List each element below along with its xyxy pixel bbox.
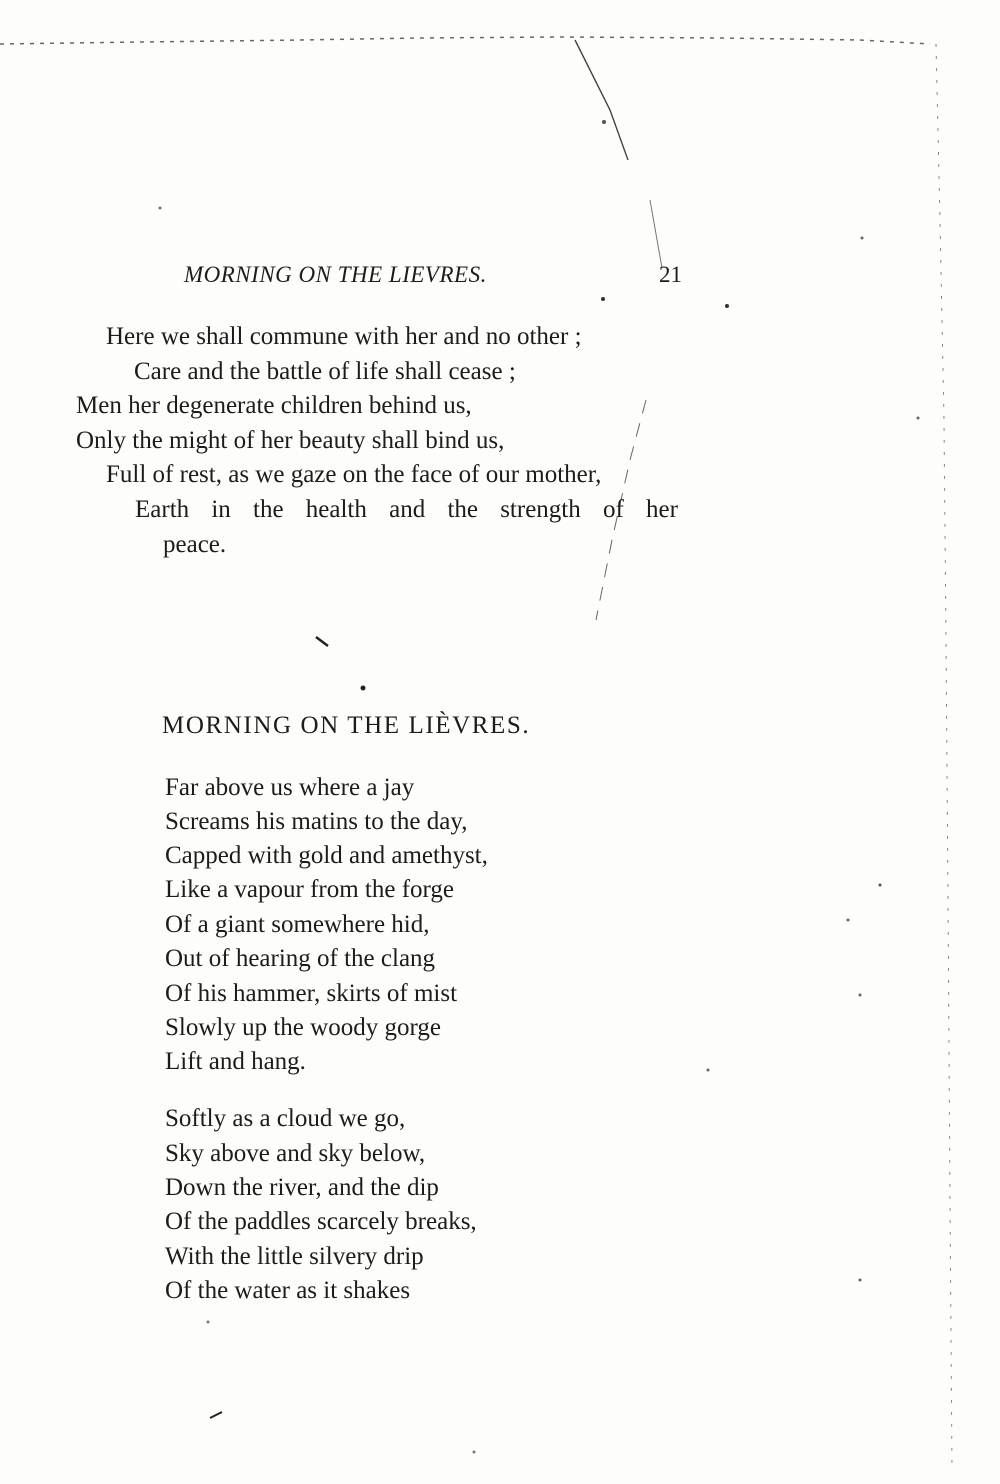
running-title: MORNING ON THE LIEVRES. <box>184 262 487 287</box>
verse-line: Screams his matins to the day, <box>165 808 468 835</box>
verse-line: Down the river, and the dip <box>165 1174 439 1201</box>
verse-line: Of the water as it shakes <box>165 1277 411 1304</box>
verse-line: Of his hammer, skirts of mist <box>165 980 458 1007</box>
verse-line: Out of hearing of the clang <box>165 945 436 972</box>
verse-line: Like a vapour from the forge <box>165 876 455 903</box>
verse-word: strength <box>500 496 581 523</box>
verse-line: Of the paddles scarcely breaks, <box>165 1208 477 1235</box>
verse-word: of <box>602 496 624 523</box>
verse-line: peace. <box>163 531 227 558</box>
verse-word: her <box>646 496 678 523</box>
verse-word: health <box>305 496 367 523</box>
verse-word: Earth <box>135 496 190 523</box>
verse-word: the <box>447 496 478 523</box>
verse-line-justified <box>135 493 678 527</box>
page-number: 21 <box>659 262 682 287</box>
poem-title: MORNING ON THE LIÈVRES. <box>162 712 531 739</box>
verse-word: and <box>389 496 426 523</box>
verse-line: With the little silvery drip <box>165 1243 424 1270</box>
verse-line: Full of rest, as we gaze on the face of our mother, <box>106 461 602 488</box>
verse-line: Here we shall commune with her and no other ; <box>106 323 582 350</box>
verse-line: Sky above and sky below, <box>165 1140 426 1167</box>
verse-line: Only the might of her beauty shall bind us, <box>76 427 505 454</box>
verse-line: Lift and hang. <box>165 1048 306 1075</box>
verse-line: Slowly up the woody gorge <box>165 1014 441 1041</box>
verse-word: the <box>253 496 284 523</box>
verse-word: in <box>211 496 231 523</box>
verse-line: Men her degenerate children behind us, <box>76 392 472 419</box>
verse-line: Of a giant somewhere hid, <box>165 911 430 938</box>
verse-line: Far above us where a jay <box>165 774 415 801</box>
verse-line: Capped with gold and amethyst, <box>165 842 488 869</box>
running-header <box>184 262 682 298</box>
verse-line: Softly as a cloud we go, <box>165 1105 406 1132</box>
verse-line: Care and the battle of life shall cease ; <box>134 358 516 385</box>
